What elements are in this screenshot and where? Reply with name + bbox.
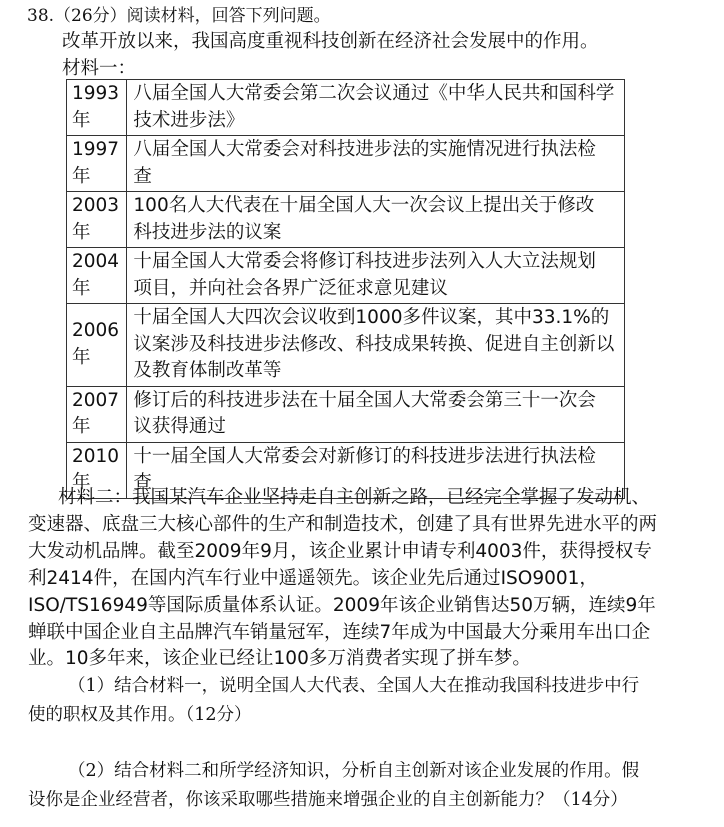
- year-number: 2006: [72, 320, 120, 342]
- event-cell: [127, 248, 625, 304]
- event-text-line: 技术进步法》: [133, 109, 245, 131]
- event-text-line: 十届全国人大常委会将修订科技进步法列入人大立法规划: [133, 251, 596, 272]
- table-row: [67, 192, 625, 248]
- question-intro: 改革开放以来，我国高度重视科技创新在经济社会发展中的作用。: [62, 31, 599, 52]
- event-text-line: 及教育体制改革等: [133, 360, 282, 381]
- event-text-line: 十一届全国人大常委会对新修订的科技进步法进行执法检: [133, 445, 596, 467]
- table-row: [67, 136, 625, 192]
- year-cell: [67, 386, 127, 442]
- event-text-line: 查: [133, 165, 152, 187]
- event-text-line: 100名人大代表在十届全国人大一次会议上提出关于修改: [133, 195, 595, 216]
- event-cell: [127, 192, 625, 248]
- event-text-line: 议案涉及科技进步法修改、科技成果转换、促进自主创新以: [133, 333, 615, 355]
- material2-paragraph: [28, 485, 657, 673]
- material2-line: 业。10多年来，该企业已经让100多万消费者实现了拼车梦。: [28, 648, 531, 670]
- question-header: 38.（26分）阅读材料，回答下列问题。: [27, 6, 331, 26]
- table-row: [67, 248, 625, 304]
- event-text-line: 查: [133, 472, 152, 493]
- question-2: [28, 757, 639, 815]
- year-number: 2007: [72, 389, 120, 411]
- question-1: [28, 672, 639, 730]
- event-text-line: 修订后的科技进步法在十届全国人大常委会第三十一次会: [133, 389, 596, 411]
- question-1-line: 使的职权及其作用。（12分）: [28, 705, 252, 725]
- table-row: [67, 386, 625, 442]
- year-number: 2003: [72, 195, 120, 216]
- year-unit: 年: [72, 165, 91, 187]
- event-text-line: 八届全国人大常委会第二次会议通过《中华人民共和国科学: [133, 83, 615, 104]
- year-unit: 年: [72, 472, 91, 493]
- question-1-line: （1）结合材料一，说明全国人大代表、全国人大在推动我国科技进步中行: [68, 676, 640, 696]
- material1-label: 材料一：: [62, 58, 137, 79]
- material1-table: [66, 79, 625, 499]
- year-cell: [67, 304, 127, 387]
- year-number: 1997: [72, 139, 120, 160]
- event-cell: [127, 136, 625, 192]
- year-cell: [67, 192, 127, 248]
- event-text-line: 议获得通过: [133, 416, 226, 437]
- year-unit: 年: [72, 221, 91, 243]
- material2-line: 大发动机品牌。截至2009年9月，该企业累计申请专利4003件，获得授权专: [28, 540, 652, 562]
- year-unit: 年: [72, 416, 91, 437]
- event-text-line: 科技进步法的议案: [133, 221, 282, 243]
- event-text-line: 八届全国人大常委会对科技进步法的实施情况进行执法检: [133, 139, 596, 160]
- year-cell: [67, 80, 127, 136]
- year-unit: 年: [72, 109, 91, 131]
- table-row: [67, 304, 625, 387]
- question-2-line: 设你是企业经营者，你该采取哪些措施来增强企业的自主创新能力？（14分）: [28, 790, 628, 810]
- material2-line: ISO/TS16949等国际质量体系认证。2009年该企业销售达50万辆，连续9年: [28, 594, 656, 616]
- year-unit: 年: [72, 277, 91, 299]
- event-cell: [127, 304, 625, 387]
- material2-line: 变速器、底盘三大核心部件的生产和制造技术，创建了具有世界先进水平的两: [28, 513, 658, 535]
- year-number: 1993: [72, 83, 120, 104]
- material2-line: 蝉联中国企业自主品牌汽车销量冠军，连续7年成为中国最大分乘用车出口企: [28, 621, 651, 643]
- event-text-line: 十届全国人大四次会议收到1000多件议案，其中33.1%的: [133, 307, 610, 328]
- material2-line: 材料二：我国某汽车企业坚持走自主创新之路，已经完全掌握了发动机、: [58, 487, 651, 508]
- year-number: 2004: [72, 251, 120, 272]
- question-2-line: （2）结合材料二和所学经济知识，分析自主创新对该企业发展的作用。假: [68, 761, 640, 781]
- year-cell: [67, 248, 127, 304]
- event-text-line: 项目，并向社会各界广泛征求意见建议: [133, 277, 448, 299]
- table-row: [67, 80, 625, 136]
- event-cell: [127, 386, 625, 442]
- year-number: 2010: [72, 445, 120, 467]
- year-unit: 年: [72, 346, 91, 368]
- year-cell: [67, 136, 127, 192]
- event-cell: [127, 80, 625, 136]
- material2-line: 利2414件，在国内汽车行业中遥遥领先。该企业先后通过ISO9001，: [28, 567, 598, 589]
